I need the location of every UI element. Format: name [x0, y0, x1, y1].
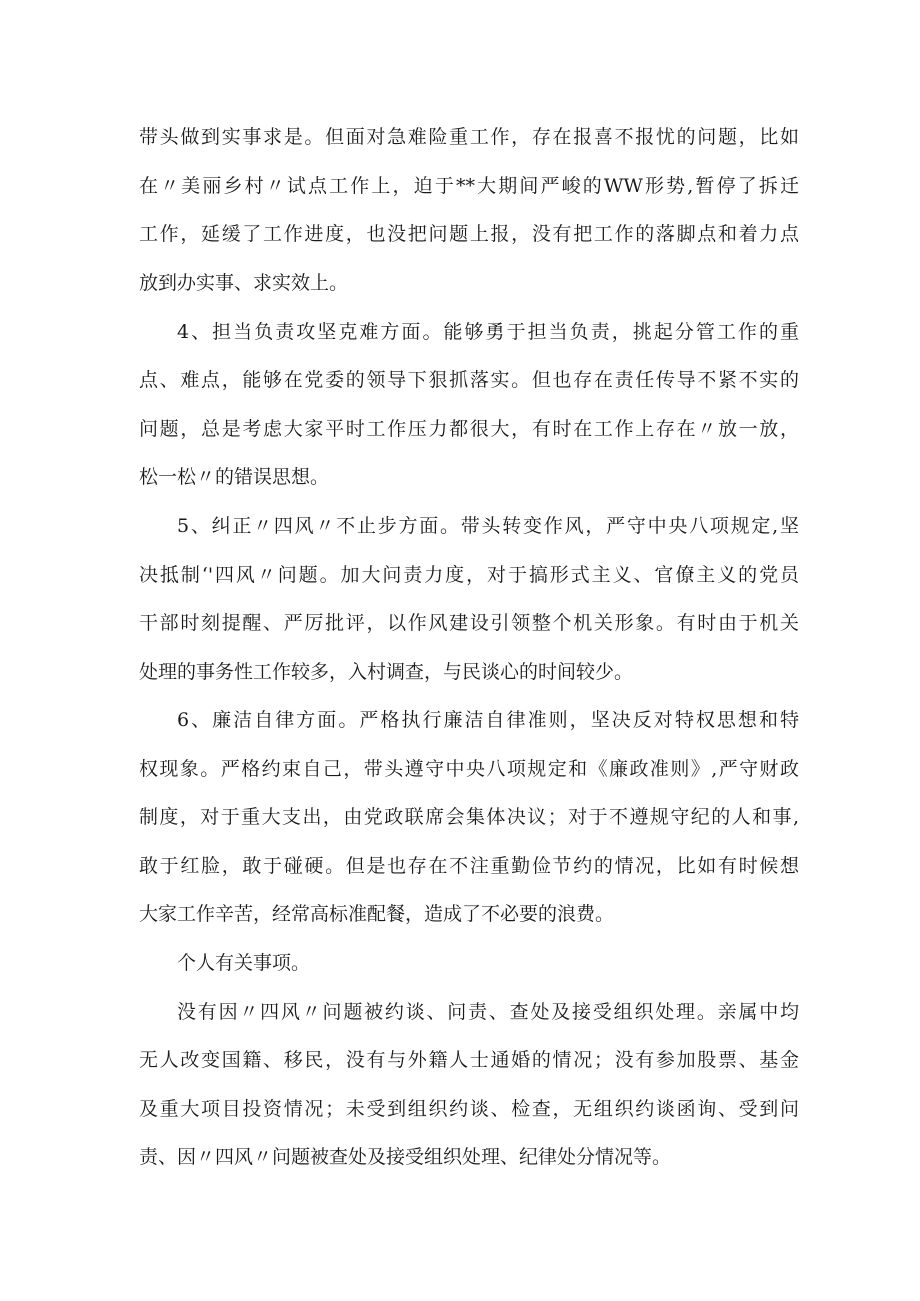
- text-line: 没有因〃四风〃问题被约谈、问责、查处及接受组织处理。亲属中均: [177, 1001, 799, 1023]
- text-line: 处理的事务性工作较多，入村调查，与民谈心的时间较少。: [139, 661, 634, 683]
- text-line: 大家工作辛苦，经常高标准配餐，造成了不必要的浪费。: [139, 903, 615, 925]
- text-line: 制度，对于重大支出，由党政联席会集体决议；对于不遵规守纪的人和事,: [139, 806, 799, 828]
- text-line: 问题，总是考虑大家平时工作压力都很大，有时在工作上存在〃放一放，: [139, 418, 799, 440]
- text-line: 松一松〃的错误思想。: [139, 466, 330, 488]
- text-line: 在〃美丽乡村〃试点工作上，迫于**大期间严峻的WW形势,暂停了拆迁: [139, 175, 799, 197]
- text-line: 敢于红脸，敢于碰硬。但是也存在不注重勤俭节约的情况，比如有时候想: [139, 855, 799, 877]
- section-heading: 个人有关事项。: [177, 952, 311, 974]
- text-line: 4、担当负责攻坚克难方面。能够勇于担当负责，挑起分管工作的重: [177, 321, 799, 343]
- text-line: 责、因〃四风〃问题被查处及接受组织处理、纪律处分情况等。: [139, 1146, 672, 1168]
- text-line: 及重大项目投资情况；未受到组织约谈、检查，无组织约谈函询、受到问: [139, 1098, 799, 1120]
- text-line: 点、难点，能够在党委的领导下狠抓落实。但也存在责任传导不紧不实的: [139, 369, 799, 391]
- text-line: 工作，延缓了工作进度，也没把问题上报，没有把工作的落脚点和着力点: [139, 223, 799, 245]
- text-line: 干部时刻提醒、严厉批评，以作风建设引领整个机关形象。有时由于机关: [139, 612, 799, 634]
- text-line: 6、廉洁自律方面。严格执行廉洁自律准则，坚决反对特权思想和特: [177, 709, 799, 731]
- text-line: 带头做到实事求是。但面对急难险重工作，存在报喜不报忧的问题，比如: [139, 126, 799, 148]
- text-line: 5、纠正〃四风〃不止步方面。带头转变作风，严守中央八项规定,坚: [177, 515, 799, 537]
- text-line: 权现象。严格约束自己，带头遵守中央八项规定和《廉政准则》,严守财政: [139, 758, 799, 780]
- text-line: 无人改变国籍、移民，没有与外籍人士通婚的情况；没有参加股票、基金: [139, 1049, 799, 1071]
- text-line: 放到办实事、求实效上。: [139, 272, 349, 294]
- text-line: 决抵制‘'四风〃问题。加大问责力度，对于搞形式主义、官僚主义的党员: [139, 564, 799, 586]
